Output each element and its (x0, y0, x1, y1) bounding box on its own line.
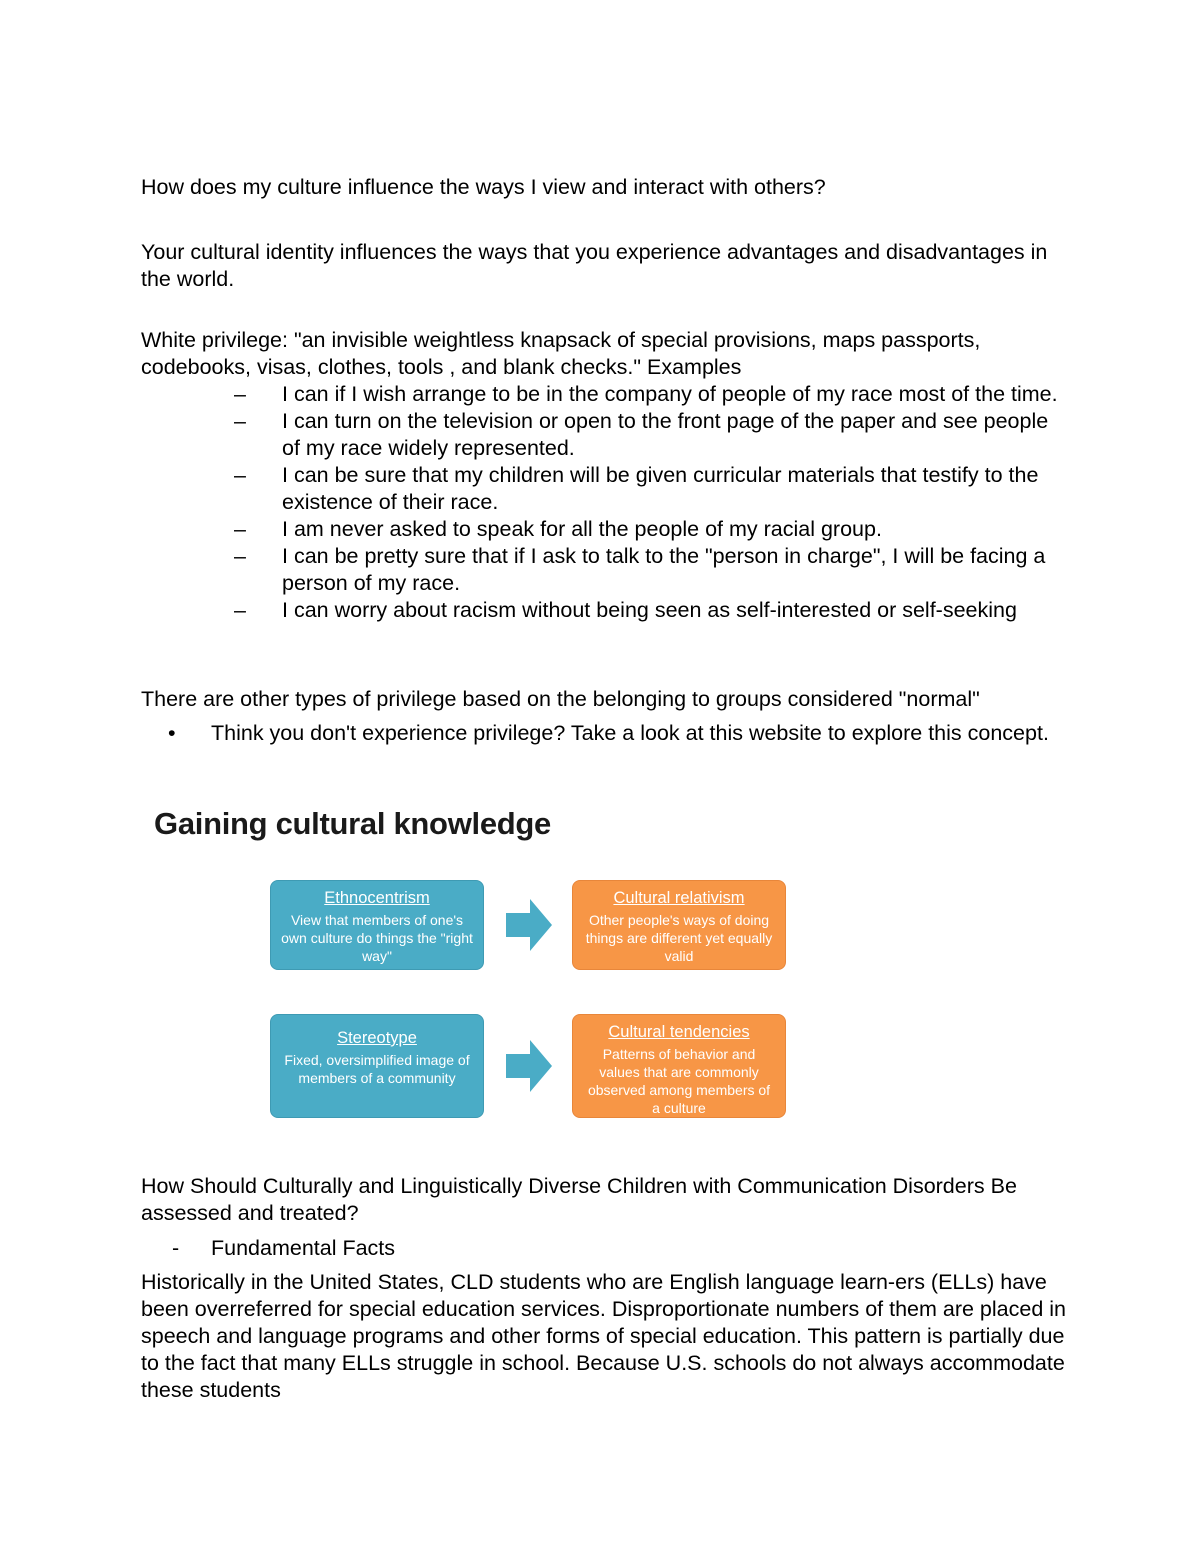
box-title: Cultural tendencies (608, 1023, 750, 1041)
example-text: I can worry about racism without being seen as self-interested or self-seeking (282, 598, 1017, 622)
list-item (141, 381, 1071, 408)
stereotype-box (270, 1014, 484, 1118)
list-item (141, 597, 1071, 624)
cultural-relativism-box (572, 880, 786, 970)
facts-text: Fundamental Facts (211, 1236, 396, 1260)
box-title: Ethnocentrism (324, 889, 430, 907)
arrow-right-icon (506, 899, 552, 951)
cultural-tendencies-box (572, 1014, 786, 1118)
example-text: I can be sure that my children will be given curricular materials that testify to the existence of their race. (282, 463, 1039, 514)
dash-marker: – (234, 463, 246, 487)
dash-marker: - (172, 1236, 180, 1260)
list-item (141, 1235, 1071, 1262)
bullet-text: Think you don't experience privilege? Take a look at this website to explore this concept. (211, 721, 1049, 745)
list-item (141, 543, 1071, 597)
example-text: I can be pretty sure that if I ask to talk to the "person in charge", I will be facing a person of my race. (282, 544, 1046, 595)
other-privilege-text: There are other types of privilege based on the belonging to groups considered "normal" (141, 687, 980, 711)
list-item (141, 408, 1071, 462)
example-text: I can turn on the television or open to the front page of the paper and see people of my race widely represented. (282, 409, 1049, 460)
question-cld-assessment: How Should Culturally and Linguistically Diverse Children with Communication Disorders Be assessed and treated? (141, 1174, 1017, 1225)
white-privilege-intro: White privilege: "an invisible weightless knapsack of special provisions, maps passports, codebooks, visas, clothes, tools , and blank checks." Examples (141, 328, 981, 379)
box-body: View that members of one's own culture do things the "right way" (281, 912, 473, 964)
example-text: I am never asked to speak for all the people of my racial group. (282, 517, 882, 541)
ethnocentrism-box (270, 880, 484, 970)
facts-list (141, 1235, 1071, 1262)
question-culture-influence: How does my culture influence the ways I view and interact with others? (141, 175, 826, 199)
privilege-bullet-list (141, 720, 1071, 747)
privilege-examples-list (141, 381, 1071, 624)
bullet-marker: • (168, 721, 176, 745)
list-item (141, 516, 1071, 543)
box-title: Cultural relativism (613, 889, 745, 907)
diagram-title: Gaining cultural knowledge (154, 806, 551, 841)
example-text: I can if I wish arrange to be in the company of people of my race most of the time. (282, 382, 1058, 406)
dash-marker: – (234, 517, 246, 541)
cultural-identity-paragraph: Your cultural identity influences the ways that you experience advantages and disadvantages in the world. (141, 240, 1048, 291)
box-body: Fixed, oversimplified image of members of a community (284, 1052, 470, 1086)
box-body: Other people's ways of doing things are different yet equally valid (585, 912, 773, 964)
box-title: Stereotype (337, 1029, 417, 1047)
list-item (141, 720, 1071, 747)
dash-marker: – (234, 409, 246, 433)
dash-marker: – (234, 544, 246, 568)
dash-marker: – (234, 598, 246, 622)
list-item (141, 462, 1071, 516)
dash-marker: – (234, 382, 246, 406)
box-body: Patterns of behavior and values that are commonly observed among members of a culture (587, 1046, 771, 1116)
history-paragraph: Historically in the United States, CLD students who are English language learn-ers (ELLs) have been overreferred for special education services. Disproportionate numbers of them are placed in speech and language programs and other forms of special education. This pattern is partially due to the fact that many ELLs struggle in school. Because U.S. schools do not always accommodate these students (141, 1270, 1066, 1402)
arrow-right-icon (506, 1040, 552, 1092)
